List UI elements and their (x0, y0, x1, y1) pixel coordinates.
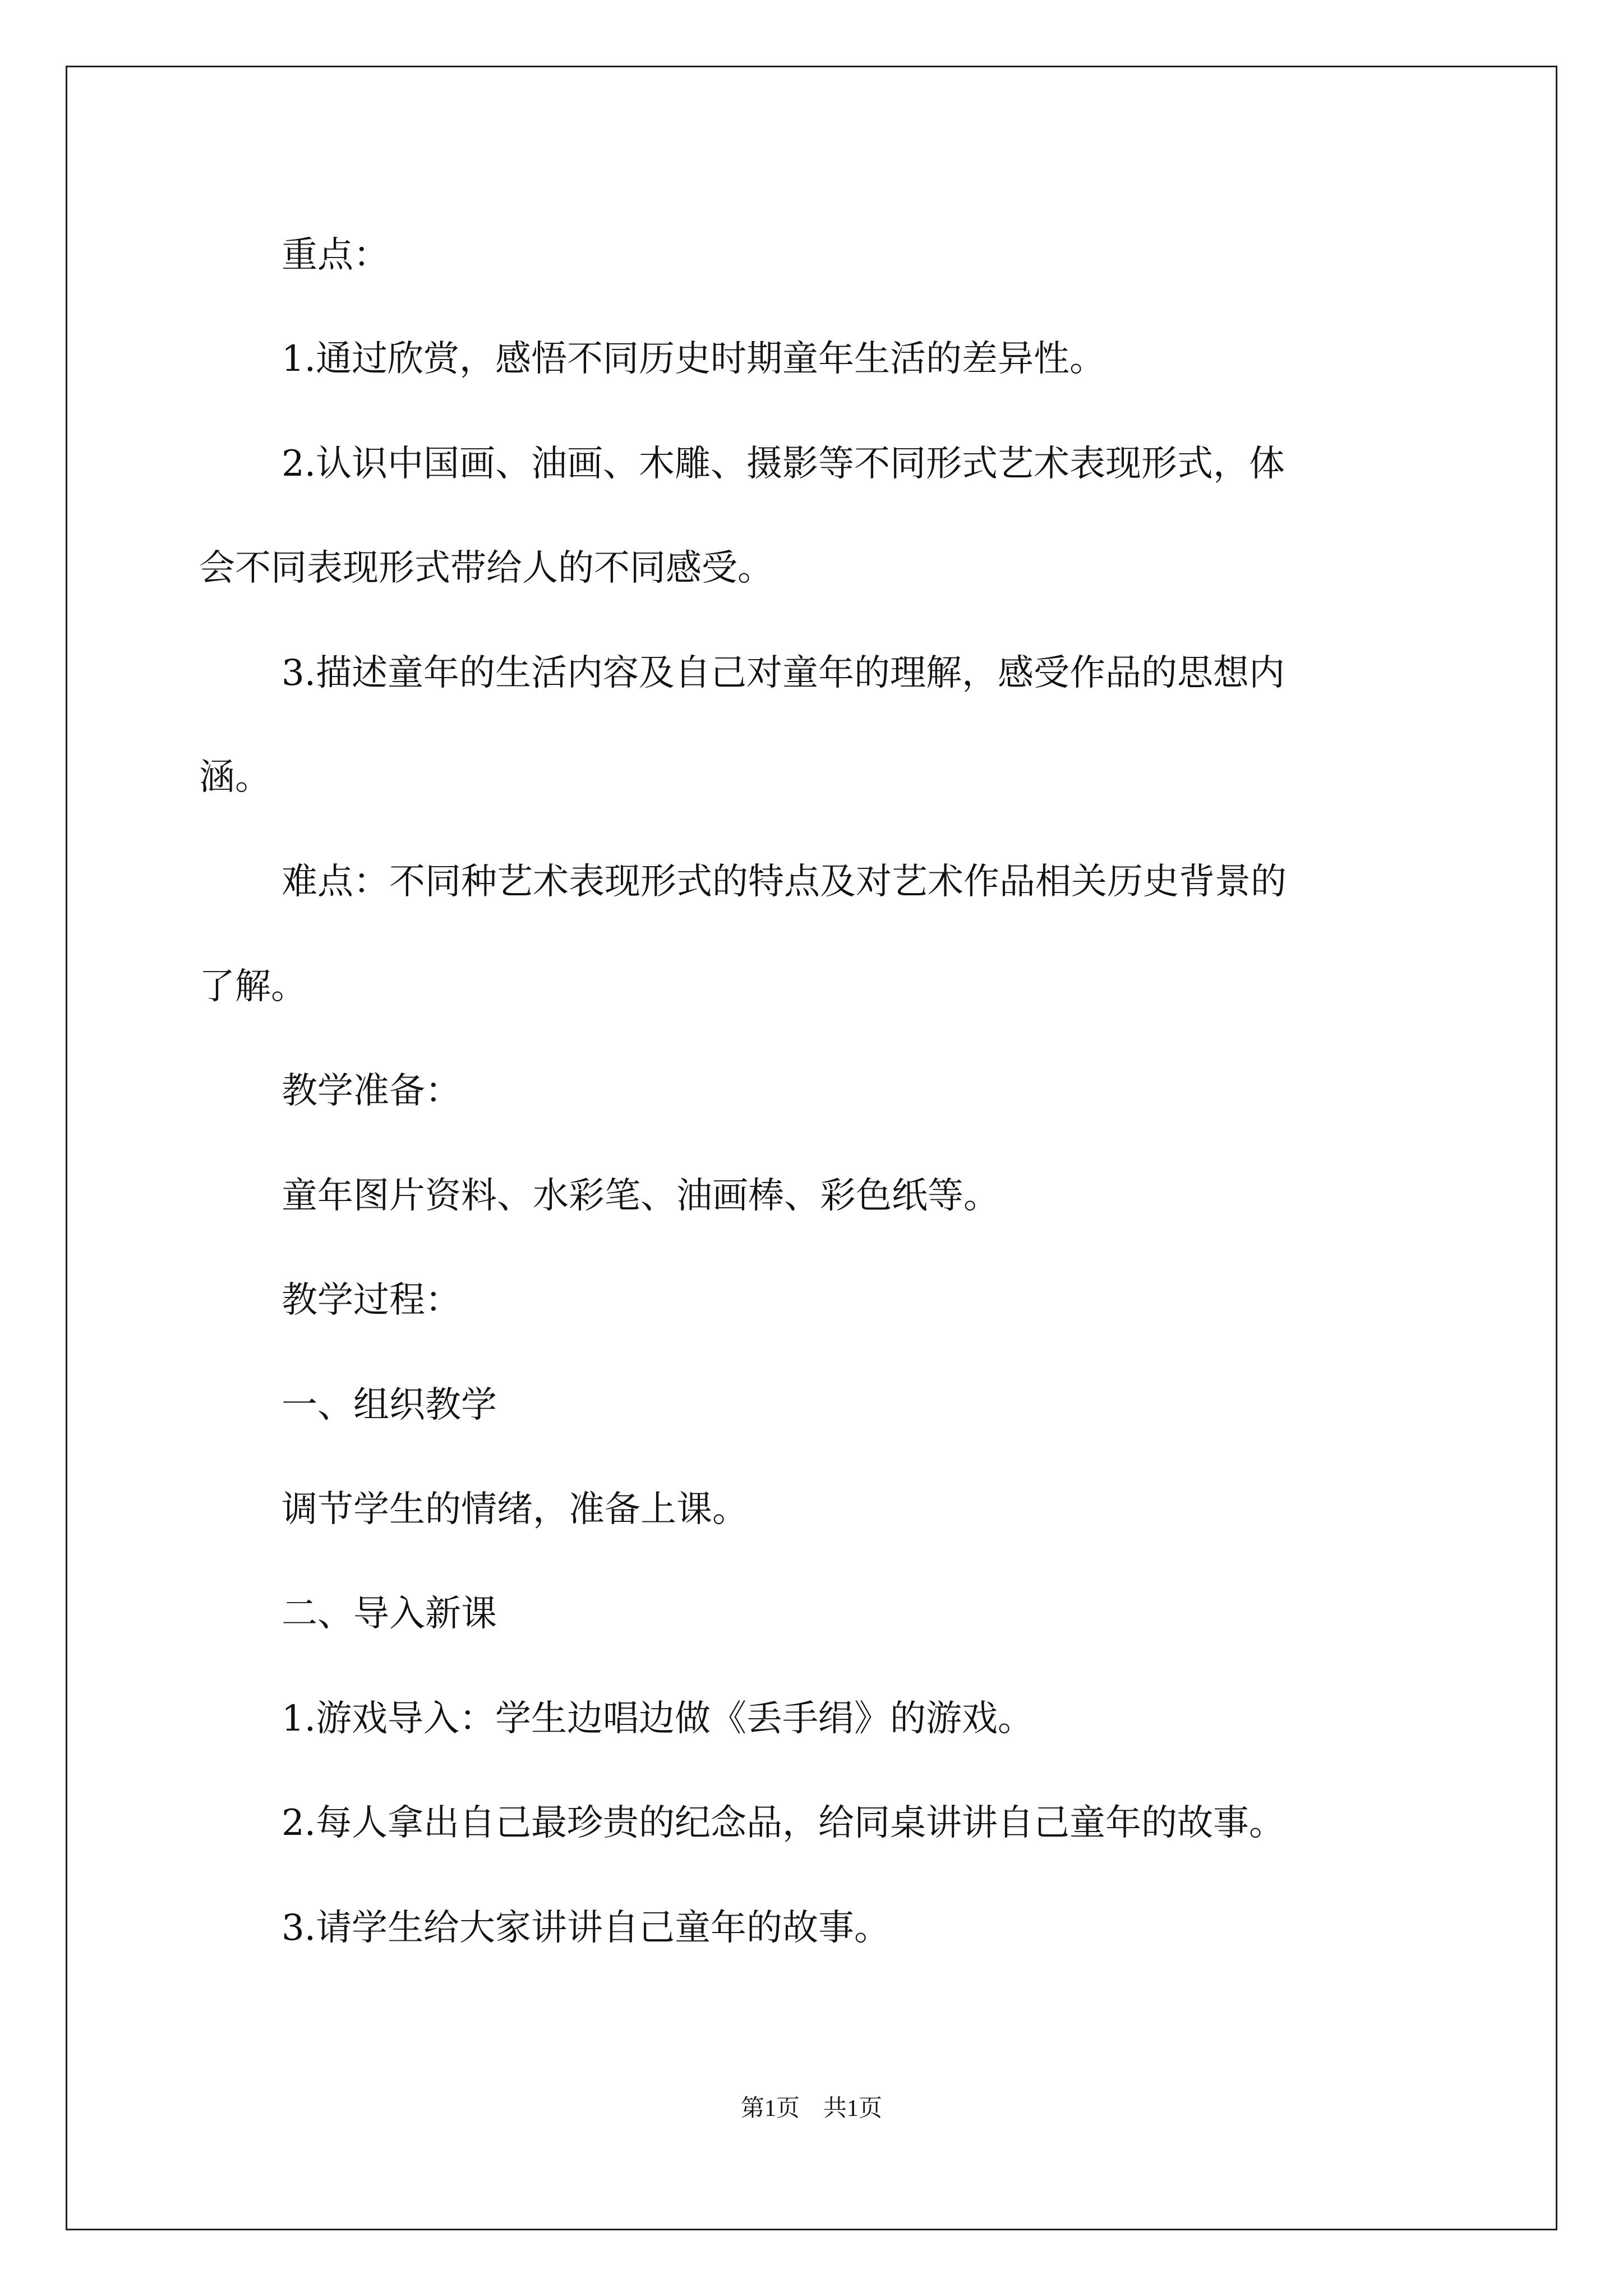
preparation-materials: 童年图片资料、水彩笔、油画棒、彩色纸等。 (282, 1175, 999, 1217)
difficulty-line-2: 了解。 (199, 966, 307, 1007)
heading-key-points: 重点： (282, 234, 389, 276)
key-point-1: 1.通过欣赏，感悟不同历史时期童年生活的差异性。 (282, 338, 1106, 380)
page-number-footer: 第1页 共1页 (740, 2096, 882, 2122)
section-1-text: 调节学生的情绪，准备上课。 (282, 1489, 748, 1530)
key-point-3-line-1: 3.描述童年的生活内容及自己对童年的理解，感受作品的思想内 (282, 652, 1285, 694)
key-point-2-line-1: 2.认识中国画、油画、木雕、摄影等不同形式艺术表现形式，体 (282, 443, 1285, 485)
key-point-3-line-2: 涵。 (199, 757, 271, 798)
section-2-item-3: 3.请学生给大家讲讲自己童年的故事。 (282, 1907, 891, 1949)
page-border (66, 66, 1557, 2230)
key-point-2-line-2: 会不同表现形式带给人的不同感受。 (199, 547, 773, 589)
section-2-title: 二、导入新课 (282, 1593, 497, 1635)
section-2-item-2: 2.每人拿出自己最珍贵的纪念品，给同桌讲讲自己童年的故事。 (282, 1802, 1285, 1844)
section-1-title: 一、组织教学 (282, 1384, 497, 1426)
heading-teaching-preparation: 教学准备： (282, 1070, 461, 1112)
section-2-item-1: 1.游戏导入：学生边唱边做《丢手绢》的游戏。 (282, 1698, 1034, 1740)
heading-teaching-process: 教学过程： (282, 1280, 461, 1321)
difficulty-line-1: 难点：不同种艺术表现形式的特点及对艺术作品相关历史背景的 (282, 861, 1287, 903)
